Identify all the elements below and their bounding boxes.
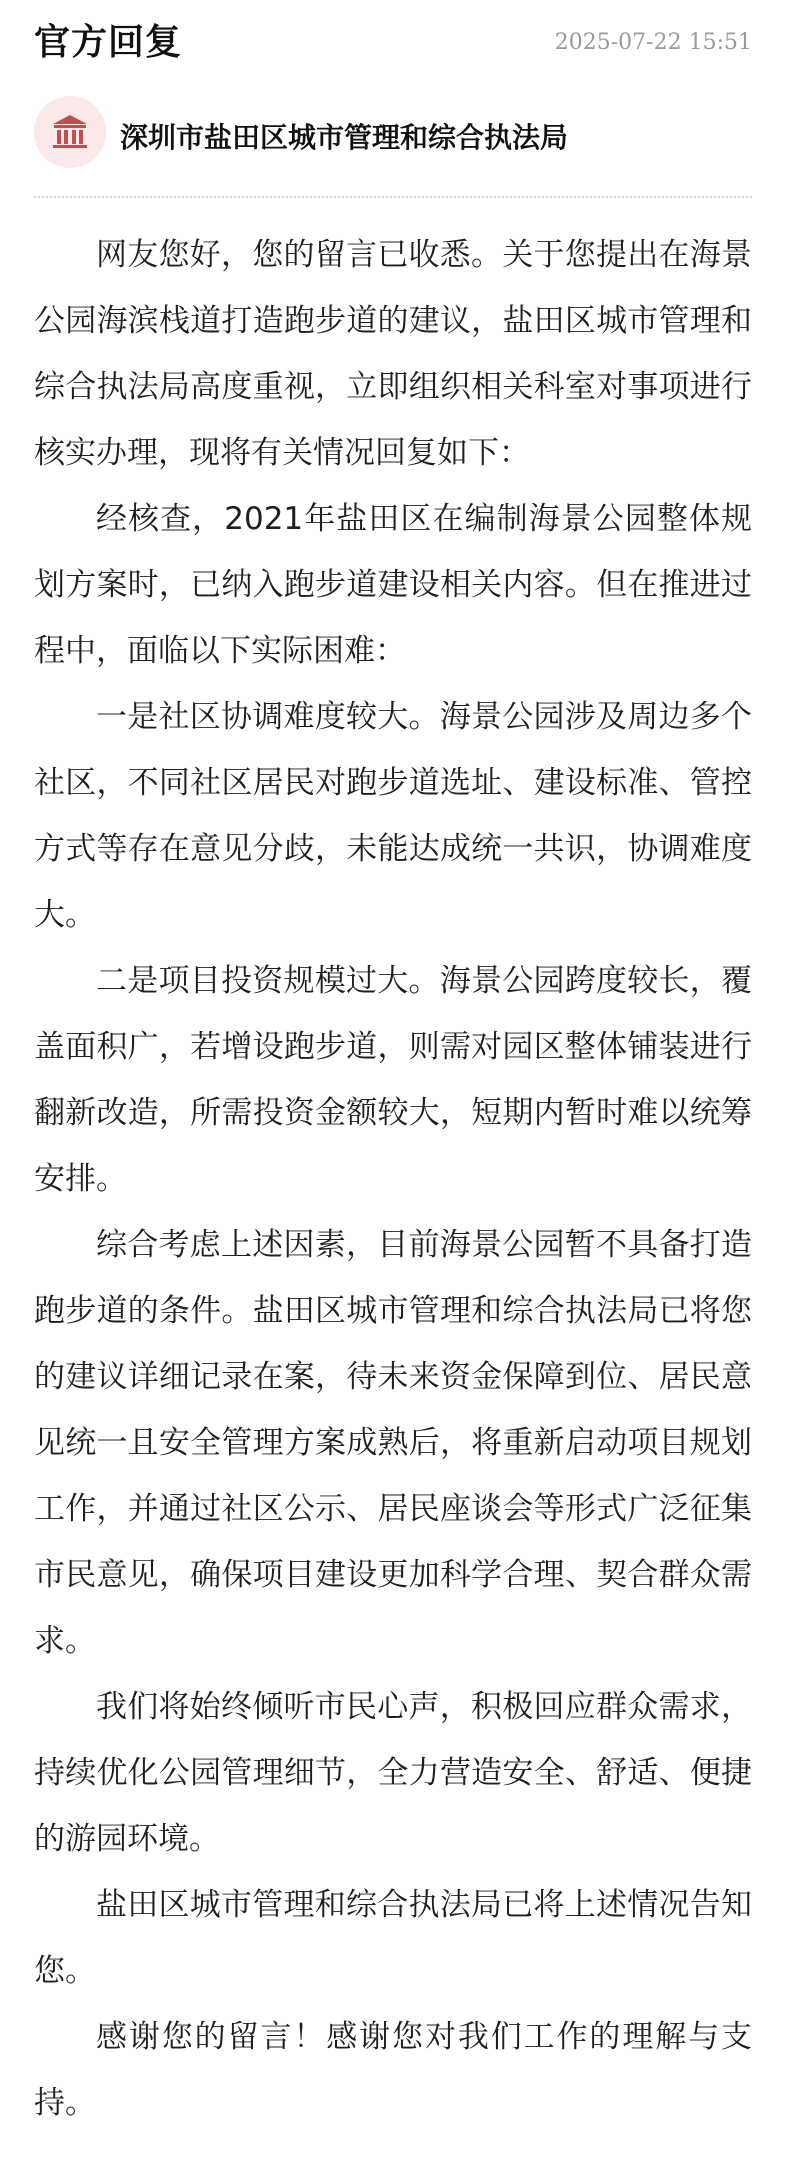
reply-content	[34, 222, 752, 2136]
responding-organization[interactable]	[34, 96, 752, 170]
reply-paragraph: 一是社区协调难度较大。海景公园涉及周边多个社区，不同社区居民对跑步道选址、建设标准、管控方式等存在意见分歧，未能达成统一共识，协调难度大。	[34, 699, 752, 933]
header-divider	[34, 196, 752, 198]
page-title: 官方回复	[34, 22, 183, 63]
reply-paragraph: 网友您好，您的留言已收悉。关于您提出在海景公园海滨栈道打造跑步道的建议，盐田区城市管理和综合执法局高度重视，立即组织相关科室对事项进行核实办理，现将有关情况回复如下：	[34, 237, 752, 471]
reply-header	[34, 10, 752, 70]
reply-timestamp: 2025-07-22 15:51	[554, 30, 752, 55]
reply-paragraph: 经核查，2021年盐田区在编制海景公园整体规划方案时，已纳入跑步道建设相关内容。但在推进过程中，面临以下实际困难：	[34, 501, 752, 669]
reply-paragraph: 我们将始终倾听市民心声，积极回应群众需求，持续优化公园管理细节，全力营造安全、舒适、便捷的游园环境。	[34, 1689, 752, 1857]
reply-paragraph: 综合考虑上述因素，目前海景公园暂不具备打造跑步道的条件。盐田区城市管理和综合执法局已将您的建议详细记录在案，待未来资金保障到位、居民意见统一且安全管理方案成熟后，将重新启动项目规划工作，并通过社区公示、居民座谈会等形式广泛征集市民意见，确保项目建设更加科学合理、契合群众需求。	[34, 1227, 752, 1659]
government-building-icon	[34, 96, 106, 168]
reply-paragraph: 盐田区城市管理和综合执法局已将上述情况告知您。	[34, 1887, 752, 1989]
organization-name[interactable]: 深圳市盐田区城市管理和综合执法局	[120, 121, 569, 154]
reply-paragraph: 感谢您的留言！感谢您对我们工作的理解与支持。	[34, 2019, 752, 2121]
reply-paragraph: 二是项目投资规模过大。海景公园跨度较长，覆盖面积广，若增设跑步道，则需对园区整体铺装进行翻新改造，所需投资金额较大，短期内暂时难以统筹安排。	[34, 963, 752, 1197]
